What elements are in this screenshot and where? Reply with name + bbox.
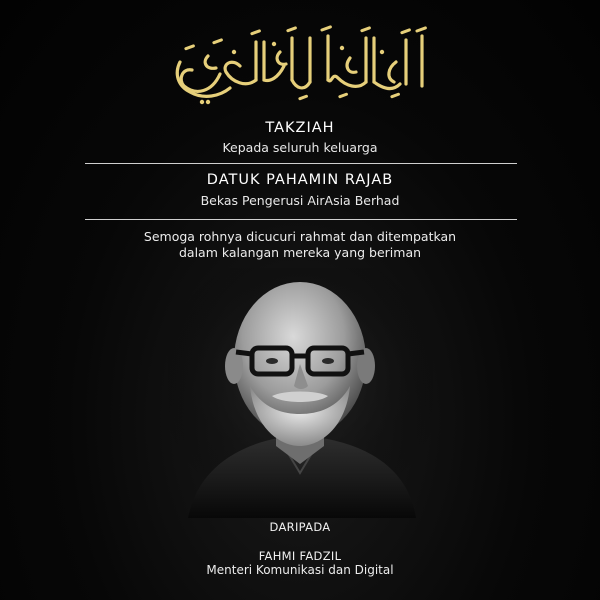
from-label: DARIPADA [269, 520, 331, 534]
prayer-line-2: dalam kalangan mereka yang beriman [178, 245, 422, 260]
prayer-line-1: Semoga rohnya dicucuri rahmat dan ditempatkan [143, 229, 457, 244]
deceased-portrait [168, 268, 433, 518]
divider-bottom [85, 219, 517, 220]
sender-name: FAHMI FADZIL [258, 549, 342, 563]
arabic-calligraphy [160, 22, 440, 108]
portrait-photo [168, 268, 433, 518]
calligraphy-graphic [160, 22, 440, 108]
condolence-title: TAKZIAH [265, 120, 335, 136]
deceased-position: Bekas Pengerusi AirAsia Berhad [200, 193, 400, 208]
condolence-subtitle: Kepada seluruh keluarga [222, 140, 378, 155]
sender-title: Menteri Komunikasi dan Digital [206, 563, 394, 577]
deceased-name: DATUK PAHAMIN RAJAB [206, 172, 394, 188]
divider-top [85, 163, 517, 164]
